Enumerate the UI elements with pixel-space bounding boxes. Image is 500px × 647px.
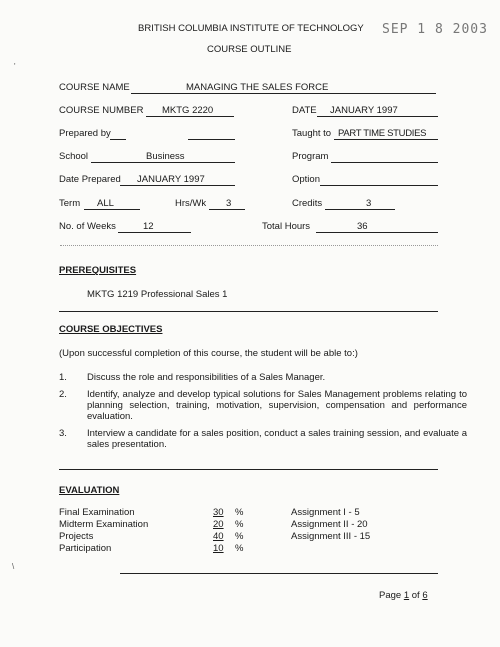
weeks-line bbox=[118, 232, 191, 233]
evaluation-percent: 20 bbox=[213, 519, 224, 530]
course-name-value: MANAGING THE SALES FORCE bbox=[186, 82, 329, 93]
section-rule-2 bbox=[59, 469, 438, 470]
prepared-by-line-b bbox=[188, 139, 235, 140]
course-number-value: MKTG 2220 bbox=[162, 105, 214, 116]
taught-to-label: Taught to bbox=[292, 128, 332, 139]
taught-to-line bbox=[334, 139, 438, 140]
evaluation-assignment: Assignment II - 20 bbox=[291, 519, 368, 530]
prerequisites-text: MKTG 1219 Professional Sales 1 bbox=[87, 289, 228, 300]
evaluation-assignment: Assignment I - 5 bbox=[291, 507, 360, 518]
date-prepared-label: Date Prepared bbox=[59, 174, 121, 185]
school-value: Business bbox=[146, 151, 185, 162]
evaluation-item: Projects bbox=[59, 531, 94, 542]
objective-number: 2. bbox=[59, 389, 67, 400]
hrs-wk-value: 3 bbox=[226, 198, 232, 209]
weeks-label: No. of Weeks bbox=[59, 221, 116, 232]
page-number: 1 bbox=[403, 590, 410, 601]
evaluation-heading: EVALUATION bbox=[59, 485, 120, 496]
school-line bbox=[91, 162, 235, 163]
objectives-heading: COURSE OBJECTIVES bbox=[59, 324, 163, 335]
objective-text: Interview a candidate for a sales position, conduct a sales training session, and evaluate a sales presentation. bbox=[87, 428, 467, 450]
objective-text: Identify, analyze and develop typical solutions for Sales Management problems relating to planning selection, training, motivation, supervision, compensation and performance evaluation. bbox=[87, 389, 467, 422]
date-line bbox=[317, 116, 438, 117]
prepared-by-line-a bbox=[110, 139, 126, 140]
credits-line bbox=[325, 209, 395, 210]
scan-speck: ' bbox=[14, 62, 16, 71]
weeks-value: 12 bbox=[143, 221, 154, 232]
term-line bbox=[84, 209, 140, 210]
evaluation-percent: 40 bbox=[213, 531, 224, 542]
evaluation-percent: 30 bbox=[213, 507, 224, 518]
faint-separator bbox=[60, 245, 438, 246]
objectives-intro: (Upon successful completion of this course, the student will be able to:) bbox=[59, 348, 358, 359]
date-received-stamp: SEP 1 8 2003 bbox=[382, 22, 488, 37]
school-label: School bbox=[59, 151, 89, 162]
credits-label: Credits bbox=[292, 198, 323, 209]
evaluation-item: Midterm Examination bbox=[59, 519, 149, 530]
course-number-line bbox=[146, 116, 234, 117]
total-hours-value: 36 bbox=[357, 221, 368, 232]
page-indicator bbox=[379, 590, 428, 601]
evaluation-percent-sign: % bbox=[235, 519, 244, 530]
institute-name: BRITISH COLUMBIA INSTITUTE OF TECHNOLOGY bbox=[138, 23, 364, 34]
evaluation-item: Final Examination bbox=[59, 507, 135, 518]
taught-to-value: PART TIME STUDIES bbox=[338, 128, 427, 139]
evaluation-percent-sign: % bbox=[235, 507, 244, 518]
objective-text: Discuss the role and responsibilities of a Sales Manager. bbox=[87, 372, 326, 383]
section-rule-3 bbox=[120, 573, 438, 574]
objective-number: 3. bbox=[59, 428, 67, 439]
prerequisites-heading: PREREQUISITES bbox=[59, 265, 137, 276]
page-total: 6 bbox=[422, 590, 428, 601]
evaluation-item: Participation bbox=[59, 543, 112, 554]
credits-value: 3 bbox=[366, 198, 372, 209]
hrs-wk-line bbox=[209, 209, 245, 210]
total-hours-label: Total Hours bbox=[262, 221, 311, 232]
evaluation-percent-sign: % bbox=[235, 543, 244, 554]
page-label: Page bbox=[379, 590, 402, 601]
date-prepared-value: JANUARY 1997 bbox=[137, 174, 205, 185]
course-outline-title: COURSE OUTLINE bbox=[207, 44, 292, 55]
section-rule-1 bbox=[59, 311, 438, 312]
hrs-wk-label: Hrs/Wk bbox=[175, 198, 207, 209]
objective-number: 1. bbox=[59, 372, 67, 383]
prepared-by-label: Prepared by bbox=[59, 128, 111, 139]
program-line bbox=[331, 162, 438, 163]
program-label: Program bbox=[292, 151, 329, 162]
course-number-label: COURSE NUMBER bbox=[59, 105, 144, 116]
date-prepared-line bbox=[120, 185, 235, 186]
course-name-line bbox=[131, 93, 436, 94]
date-label: DATE bbox=[292, 105, 317, 116]
course-name-label: COURSE NAME bbox=[59, 82, 130, 93]
evaluation-percent-sign: % bbox=[235, 531, 244, 542]
evaluation-percent: 10 bbox=[213, 543, 224, 554]
option-label: Option bbox=[292, 174, 320, 185]
page-of-label: of bbox=[411, 590, 420, 601]
evaluation-assignment: Assignment III - 15 bbox=[291, 531, 371, 542]
date-value: JANUARY 1997 bbox=[330, 105, 398, 116]
option-line bbox=[320, 185, 438, 186]
total-hours-line bbox=[316, 232, 438, 233]
term-value: ALL bbox=[97, 198, 114, 209]
scan-speck: \ bbox=[12, 562, 15, 571]
term-label: Term bbox=[59, 198, 81, 209]
